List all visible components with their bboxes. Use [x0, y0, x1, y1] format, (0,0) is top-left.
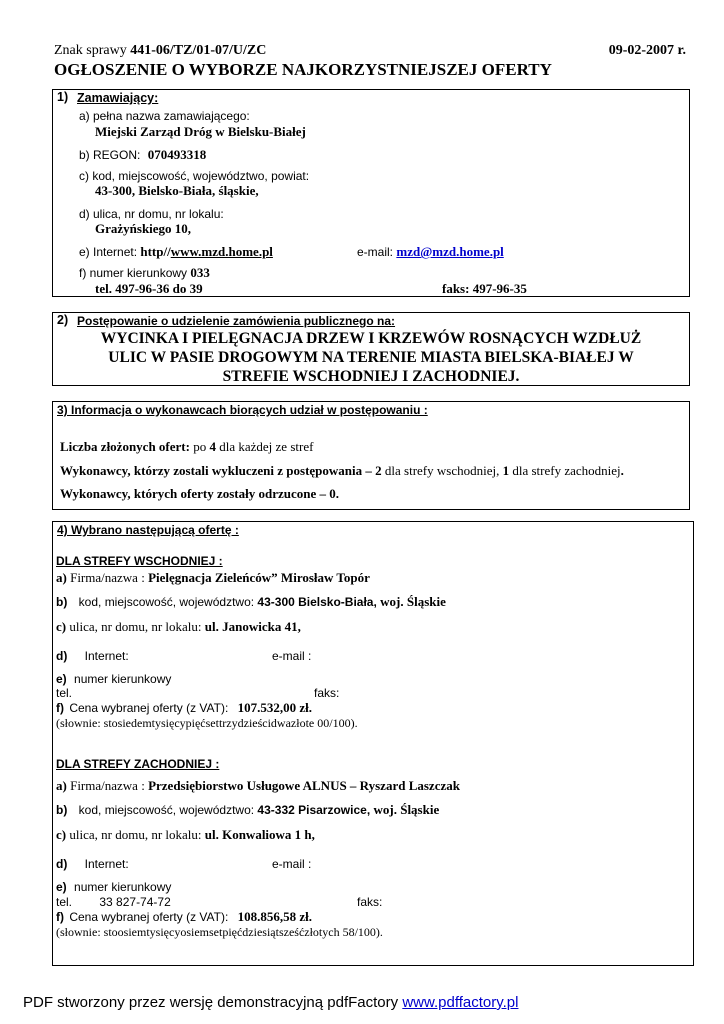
west-price-row	[56, 909, 312, 925]
internet-row	[79, 244, 273, 260]
excluded-east: dla strefy wschodniej,	[384, 463, 500, 478]
section-4-heading: 4) Wybrano następującą ofertę :	[57, 523, 239, 537]
address-label: c) kod, miejscowość, województwo, powiat:	[79, 169, 310, 183]
east-price-letter: f)	[56, 701, 64, 715]
west-street-letter: c)	[56, 827, 67, 842]
west-price-label: Cena wybranej oferty (z VAT):	[69, 910, 229, 924]
west-address-label: kod, miejscowość, województwo:	[78, 803, 255, 817]
authority-name-label: a) pełna nazwa zamawiającego:	[79, 109, 250, 123]
internet-label: e) Internet:	[79, 245, 138, 259]
east-internet-letter: d)	[56, 649, 68, 663]
regon-label: b) REGON:	[79, 148, 141, 162]
east-street-row	[56, 619, 301, 635]
excluded-bidders	[60, 463, 624, 479]
west-address-value: 43-332 Pisarzowice,	[257, 803, 371, 817]
authority-name: Miejski Zarząd Dróg w Bielsku-Białej	[95, 124, 306, 139]
west-price-value: 108.856,58 zł.	[237, 909, 313, 924]
section-1-heading: Zamawiający:	[77, 91, 159, 105]
east-internet-row	[56, 649, 129, 663]
excluded-west: dla strefy zachodniej	[512, 463, 621, 478]
document-date: 09-02-2007 r.	[608, 43, 686, 58]
address-value: 43-300, Bielsko-Biała, śląskie,	[95, 183, 259, 198]
west-street-value: ul. Konwaliowa 1 h,	[204, 827, 315, 842]
offers-count	[60, 439, 313, 455]
east-address-value: 43-300 Bielsko-Biała,	[257, 595, 377, 609]
east-street-label: ulica, nr domu, nr lokalu:	[69, 619, 202, 634]
procurement-title-line-3: STREFIE WSCHODNIEJ I ZACHODNIEJ.	[222, 368, 520, 385]
section-1-number: 1)	[57, 90, 69, 104]
east-firm-row	[56, 570, 370, 586]
website-link[interactable]: www.mzd.home.pl	[170, 244, 273, 259]
procurement-title-line-1: WYCINKA I PIELĘGNACJA DRZEW I KRZEWÓW ROSNĄCYCH WZDŁUŻ	[100, 330, 642, 347]
east-email-label: e-mail :	[272, 649, 312, 663]
east-area-code-row	[56, 672, 171, 686]
pdf-footer-text: PDF stworzony przez wersję demonstracyjną pdfFactory	[23, 994, 399, 1011]
west-email-label: e-mail :	[272, 857, 312, 871]
east-price-row	[56, 700, 312, 716]
east-price-words: (słownie: stosiedemtysięcypięćsettrzydzieścidwazłote 00/100).	[56, 716, 358, 730]
west-street-label: ulica, nr domu, nr lokalu:	[69, 827, 202, 842]
east-address-letter: b)	[56, 595, 68, 609]
offers-count-text: po	[193, 439, 207, 454]
area-code-value: 033	[190, 265, 210, 280]
regon-row	[79, 147, 206, 163]
east-firm-name: Pielęgnacja Zieleńców” Mirosław Topór	[148, 570, 370, 585]
west-firm-name: Przedsiębiorstwo Usługowe ALNUS – Ryszard Laszczak	[148, 778, 460, 793]
west-firm-label: Firma/nazwa :	[70, 778, 145, 793]
fax-value: faks: 497-96-35	[442, 281, 527, 296]
offers-count-label: Liczba złożonych ofert:	[60, 439, 190, 454]
street-value: Grażyńskiego 10,	[95, 221, 192, 236]
area-code-row	[79, 265, 210, 281]
east-fax-label: faks:	[314, 686, 340, 700]
offers-count-tail: dla każdej ze stref	[219, 439, 314, 454]
area-code-label: f) numer kierunkowy	[79, 266, 188, 280]
west-firm-letter: a)	[56, 778, 67, 793]
pdf-footer	[23, 994, 518, 1011]
west-area-code-label: numer kierunkowy	[74, 880, 172, 894]
page-title: OGŁOSZENIE O WYBORZE NAJKORZYSTNIEJSZEJ OFERTY	[54, 60, 552, 79]
email-link[interactable]: mzd@mzd.home.pl	[396, 244, 504, 259]
west-street-row	[56, 827, 315, 843]
east-address-row	[56, 594, 446, 610]
section-3-heading: 3) Informacja o wykonawcach biorących udział w postępowaniu :	[57, 403, 428, 417]
east-street-letter: c)	[56, 619, 67, 634]
west-zone-title: DLA STREFY ZACHODNIEJ :	[56, 757, 220, 771]
case-number	[54, 43, 266, 59]
east-street-value: ul. Janowicka 41,	[204, 619, 301, 634]
regon-value: 070493318	[147, 147, 207, 162]
procurement-title-line-2: ULIC W PASIE DROGOWYM NA TERENIE MIASTA BIELSKA-BIAŁEJ W	[108, 349, 634, 366]
offers-count-number: 4	[209, 439, 216, 454]
internet-http: http//	[140, 244, 171, 259]
email-row	[357, 244, 504, 260]
east-voivodeship: woj. Śląskie	[380, 594, 446, 609]
east-address-label: kod, miejscowość, województwo:	[78, 595, 255, 609]
excluded-bidders-label: Wykonawcy, którzy zostali wykluczeni z postępowania – 2	[60, 463, 382, 478]
east-firm-label: Firma/nazwa :	[70, 570, 145, 585]
west-tel-value: 33 827-74-72	[99, 895, 171, 909]
west-tel-label: tel.	[56, 895, 73, 909]
west-voivodeship: woj. Śląskie	[373, 802, 440, 817]
west-price-letter: f)	[56, 910, 64, 924]
west-internet-label: Internet:	[84, 857, 129, 871]
east-firm-letter: a)	[56, 570, 67, 585]
east-zone-title: DLA STREFY WSCHODNIEJ :	[56, 554, 223, 568]
east-tel-label: tel.	[56, 686, 73, 700]
west-fax-label: faks:	[357, 895, 383, 909]
street-label: d) ulica, nr domu, nr lokalu:	[79, 207, 224, 221]
section-2-heading: Postępowanie o udzielenie zamówienia publicznego na:	[77, 314, 396, 328]
pdffactory-link[interactable]: www.pdffactory.pl	[402, 994, 519, 1011]
excluded-west-number: 1	[502, 463, 510, 478]
section-2-number: 2)	[57, 313, 69, 327]
rejected-offers: Wykonawcy, których oferty zostały odrzucone – 0.	[60, 486, 339, 501]
phone-value: tel. 497-96-36 do 39	[95, 281, 203, 296]
east-price-label: Cena wybranej oferty (z VAT):	[69, 701, 229, 715]
east-internet-label: Internet:	[84, 649, 129, 663]
east-area-code-letter: e)	[56, 672, 67, 686]
case-number-label: Znak sprawy	[54, 43, 127, 58]
west-internet-letter: d)	[56, 857, 68, 871]
west-area-code-row	[56, 880, 171, 894]
west-address-letter: b)	[56, 803, 68, 817]
east-area-code-label: numer kierunkowy	[74, 672, 172, 686]
excluded-dot: .	[620, 463, 624, 478]
email-label: e-mail:	[357, 245, 394, 259]
west-tel-row	[56, 895, 171, 909]
west-address-row	[56, 802, 439, 818]
west-internet-row	[56, 857, 129, 871]
west-area-code-letter: e)	[56, 880, 67, 894]
west-price-words: (słownie: stoosiemtysięcyosiemsetpięćdziesiątsześćzłotych 58/100).	[56, 925, 383, 939]
west-firm-row	[56, 778, 460, 794]
east-price-value: 107.532,00 zł.	[237, 700, 313, 715]
case-number-value: 441-06/TZ/01-07/U/ZC	[130, 43, 267, 58]
